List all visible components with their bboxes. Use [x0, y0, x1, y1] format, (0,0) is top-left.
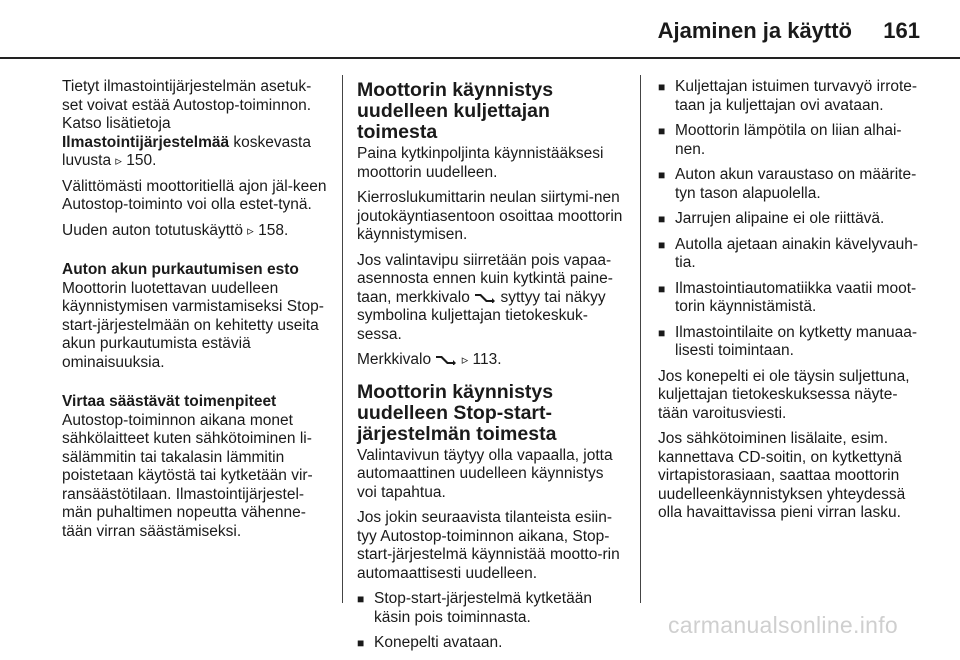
list-item: ■ Auton akun varaustaso on määrite-tyn tason alapuolella.: [658, 166, 926, 203]
list-item: ■ Ilmastointilaite on kytketty manuaa-lisesti toimintaan.: [658, 324, 926, 361]
page-title: Ajaminen ja käyttö: [657, 18, 852, 43]
bullet-list: [357, 590, 625, 653]
column-divider: [640, 75, 641, 603]
list-item: ■ Ilmastointiautomatiikka vaatii moot-torin käynnistämistä.: [658, 280, 926, 317]
column-3: [658, 78, 926, 530]
list-item: ■ Autolla ajetaan ainakin kävelyvauh-tia.: [658, 236, 926, 273]
paragraph: Merkkivalo ▹ 113.: [357, 351, 502, 368]
paragraph: Moottorin luotettavan uudelleen käynnistymisen varmistamiseksi Stop-start-järjestelmään on kehitetty useita akun purkautumista estäviä ominaisuuksia.: [62, 279, 324, 371]
list-item: ■ Jarrujen alipaine ei ole riittävä.: [658, 210, 926, 229]
ref-arrow-icon: ▹: [247, 222, 254, 238]
list-item: ■ Moottorin lämpötila on liian alhai-nen.: [658, 122, 926, 159]
paragraph: Jos valintavipu siirretään pois vapaa-asennosta ennen kuin kytkintä paine-taan, merkkivalo syttyy tai näkyy symbolina kuljettajan tietokeskuk-sessa.: [357, 251, 613, 343]
paragraph: Valintavivun täytyy olla vapaalla, jotta automaattinen uudelleen käynnistys voi tapahtua.: [357, 446, 613, 501]
paragraph: Välittömästi moottoritiellä ajon jäl-keen Autostop-toiminto voi olla estet-tynä.: [62, 177, 327, 213]
ref-arrow-icon: ▹: [461, 352, 469, 367]
ref-arrow-icon: ▹: [115, 153, 122, 168]
autostop-indicator-icon: [474, 291, 496, 303]
paragraph: Autostop-toiminnon aikana monet sähkölaitteet kuten sähkötoiminen li-sälämmitin tai takalasin lämmitin poistetaan käytöstä tai kytketään vir-ransäästötilaan. Ilmastointijärjestel-män puhaltimen nopeutta vähenne-tään virran säästämiseksi.: [62, 411, 313, 540]
page-number: 161: [883, 18, 920, 43]
section-heading: Moottorin käynnistys uudelleen Stop-start-järjestelmän toimesta: [357, 380, 557, 445]
paragraph: Jos sähkötoiminen lisälaite, esim. kannettava CD-soitin, on kytkettynä virtapistorasiaan, saattaa moottorin uudelleenkäynnistyksen yhteydessä olla havaittavissa pieni virran lasku.: [658, 430, 906, 521]
paragraph: Kierroslukumittarin neulan siirtymi-nen joutokäyntiasentoon osoittaa moottorin käynnistymisen.: [357, 189, 623, 243]
paragraph: Paina kytkinpoljinta käynnistääksesi moottorin uudelleen.: [357, 145, 604, 181]
paragraph: Jos jokin seuraavista tilanteista esiin-tyy Autostop-toiminnon aikana, Stop-start-järjestelmä käynnistää mootto-rin automaattisesti uudelleen.: [357, 509, 620, 582]
subheading: Auton akun purkautumisen esto: [62, 261, 299, 278]
page-header: [0, 0, 960, 58]
list-item: ■ Konepelti avataan.: [357, 634, 625, 653]
column-2: [357, 80, 625, 660]
autostop-indicator-icon: [435, 353, 457, 365]
column-1: [62, 78, 330, 548]
column-divider: [342, 75, 343, 603]
watermark: carmanualsonline.info: [667, 612, 898, 638]
bullet-list: [658, 78, 926, 361]
list-item: ■ Kuljettajan istuimen turvavyö irrote-taan ja kuljettajan ovi avataan.: [658, 78, 926, 115]
section-heading: Moottorin käynnistys uudelleen kuljettajan toimesta: [357, 79, 554, 143]
header-divider: [0, 57, 960, 59]
paragraph: Jos konepelti ei ole täysin suljettuna, kuljettajan tietokeskuksessa näyte-tään varoitusviesti.: [658, 367, 910, 422]
paragraph: Tietyt ilmastointijärjestelmän asetuk-set voivat estää Autostop-toiminnon. Katso lisätietoja Ilmastointijärjestelmää koskevasta luvusta ▹ 150.: [62, 78, 312, 169]
link-climate[interactable]: Ilmastointijärjestelmää: [62, 133, 230, 151]
list-item: ■ Stop-start-järjestelmä kytketään käsin pois toiminnasta.: [357, 590, 625, 627]
subheading: Virtaa säästävät toimenpiteet: [62, 393, 277, 410]
paragraph: Uuden auton totutuskäyttö ▹ 158.: [62, 221, 289, 239]
